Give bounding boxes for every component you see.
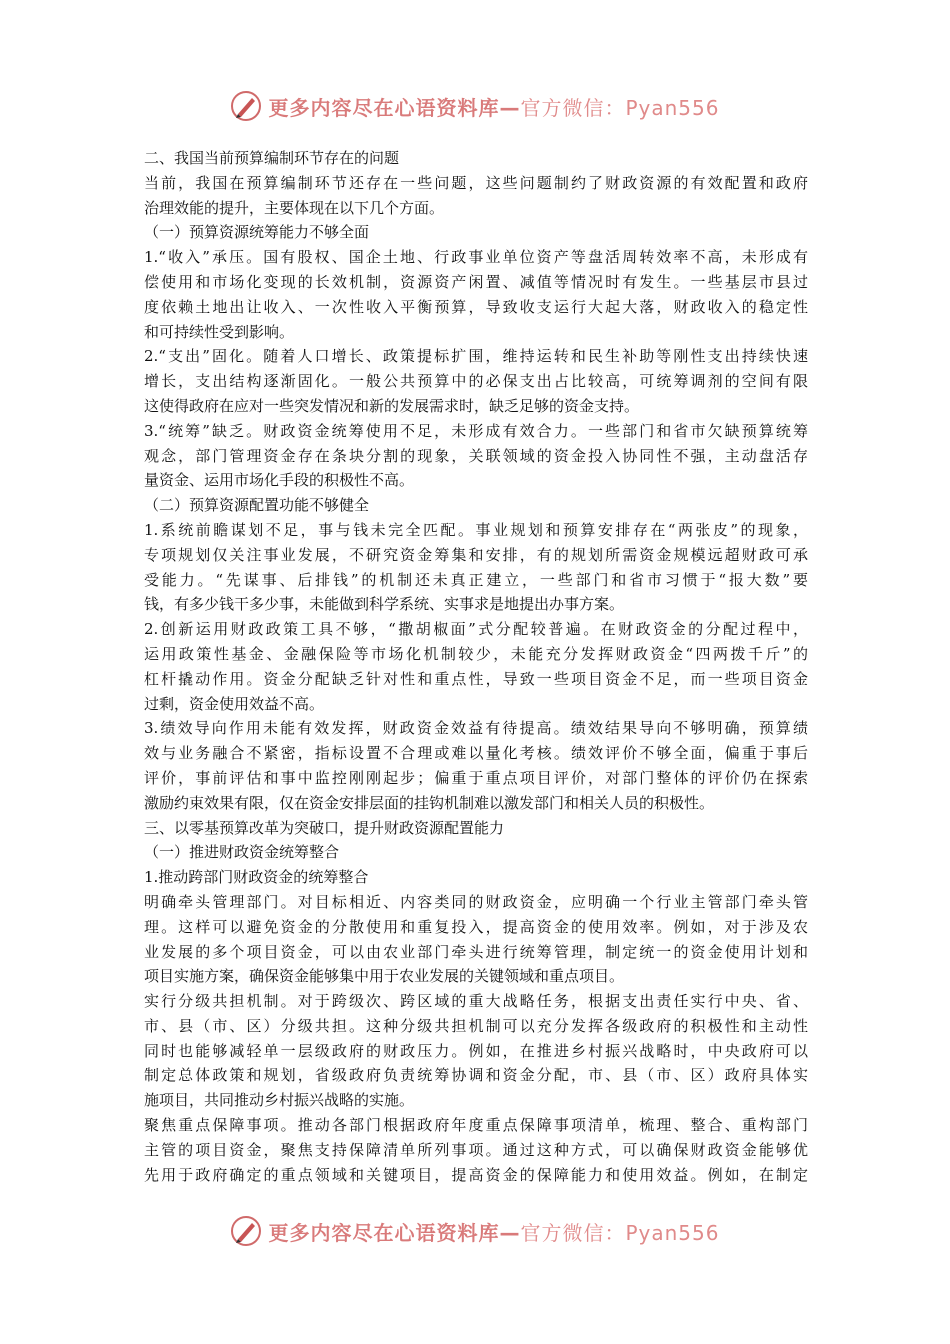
text-line: 先用于政府确定的重点领域和关键项目，提高资金的保障能力和使用效益。例如，在制定 [144, 1165, 808, 1184]
text-line: 市、县（市、区）分级共担。这种分级共担机制可以充分发挥各级政府的积极性和主动性 [144, 1016, 808, 1035]
text-line: 度依赖土地出让收入、一次性收入平衡预算，导致收支运行大起大落，财政收入的稳定性 [144, 297, 808, 316]
text-line: 效与业务融合不紧密，指标设置不合理或难以量化考核。绩效评价不够全面，偏重于事后 [144, 744, 808, 763]
text-line: 杠杆撬动作用。资金分配缺乏针对性和重点性，导致一些项目资金不足，而一些项目资金 [144, 669, 808, 688]
text-line: 实行分级共担机制。对于跨级次、跨区域的重大战略任务，根据支出责任实行中央、省、 [144, 992, 808, 1011]
text-line: 制定总体政策和规划，省级政府负责统筹协调和资金分配，市、县（市、区）政府具体实 [144, 1066, 808, 1085]
text-line: 同时也能够减轻单一层级政府的财政压力。例如，在推进乡村振兴战略时，中央政府可以 [144, 1041, 808, 1060]
text-line: 1.推动跨部门财政资金的统筹整合 [144, 868, 369, 887]
text-line: 量资金、运用市场化手段的积极性不高。 [144, 471, 415, 490]
text-line: 偿使用和市场化变现的长效机制，资源资产闲置、减值等情况时有发生。一些基层市县过 [144, 272, 808, 291]
text-line: 三、以零基预算改革为突破口，提升财政资源配置能力 [144, 818, 505, 837]
text-line: 明确牵头管理部门。对目标相近、内容类同的财政资金，应明确一个行业主管部门牵头管 [144, 892, 808, 911]
text-line: 这使得政府在应对一些突发情况和新的发展需求时，缺乏足够的资金支持。 [144, 396, 640, 415]
watermark-text: 更多内容尽在心语资料库—官方微信：Pyan556 [268, 1220, 720, 1245]
text-line: 专项规划仅关注事业发展，不研究资金筹集和安排，有的规划所需资金规模远超财政可承 [144, 545, 808, 564]
text-line: （一）预算资源统筹能力不够全面 [144, 223, 370, 242]
pen-logo-icon [230, 1215, 262, 1247]
text-line: 3.绩效导向作用未能有效发挥，财政资金效益有待提高。绩效结果导向不够明确，预算绩 [144, 719, 808, 738]
text-line: 主管的项目资金，聚焦支持保障清单所列事项。通过这种方式，可以确保财政资金能够优 [144, 1140, 808, 1159]
text-line: 观念，部门管理资金存在条块分割的现象，关联领域的资金投入协同性不强，主动盘活存 [144, 446, 808, 465]
text-line: 2.创新运用财政政策工具不够，“撒胡椒面”式分配较普遍。在财政资金的分配过程中， [144, 620, 808, 639]
text-line: 运用政策性基金、金融保险等市场化机制较少，未能充分发挥财政资金“四两拨千斤”的 [144, 644, 808, 663]
text-line: 项目实施方案，确保资金能够集中用于农业发展的关键领域和重点项目。 [144, 967, 625, 986]
watermark-text: 更多内容尽在心语资料库—官方微信：Pyan556 [268, 95, 720, 120]
text-line: 二、我国当前预算编制环节存在的问题 [144, 149, 400, 167]
text-line: 和可持续性受到影响。 [144, 322, 295, 341]
text-line: 施项目，共同推动乡村振兴战略的实施。 [144, 1091, 415, 1110]
header-watermark-banner [0, 82, 950, 130]
text-line: 业发展的多个项目资金，可以由农业部门牵头进行统筹管理，制定统一的资金使用计划和 [144, 942, 808, 961]
text-line: 理。这样可以避免资金的分散使用和重复投入，提高资金的使用效率。例如，对于涉及农 [144, 917, 808, 936]
text-line: 2.“支出”固化。随着人口增长、政策提标扩围，维持运转和民生补助等刚性支出持续快速 [144, 347, 808, 366]
text-line: 3.“统筹”缺乏。财政资金统筹使用不足，未形成有效合力。一些部门和省市欠缺预算统筹 [144, 421, 808, 440]
text-line: 激励约束效果有限，仅在资金安排层面的挂钩机制难以激发部门和相关人员的积极性。 [144, 793, 715, 812]
text-line: 受能力。“先谋事、后排钱”的机制还未真正建立，一些部门和省市习惯于“报大数”要 [144, 570, 808, 589]
text-line: 过剩，资金使用效益不高。 [144, 694, 325, 713]
text-line: 钱，有多少钱干多少事，未能做到科学系统、实事求是地提出办事方案。 [144, 595, 625, 614]
footer-watermark-banner [0, 1207, 950, 1255]
text-line: 评价，事前评估和事中监控刚刚起步；偏重于重点项目评价，对部门整体的评价仍在探索 [144, 768, 808, 787]
text-line: 增长，支出结构逐渐固化。一般公共预算中的必保支出占比较高，可统筹调剂的空间有限 [144, 372, 808, 391]
text-line: 聚焦重点保障事项。推动各部门根据政府年度重点保障事项清单，梳理、整合、重构部门 [144, 1116, 808, 1135]
text-line: 1.系统前瞻谋划不足，事与钱未完全匹配。事业规划和预算安排存在“两张皮”的现象， [144, 520, 808, 539]
pen-logo-icon [230, 90, 262, 122]
text-line: 1.“收入”承压。国有股权、国企土地、行政事业单位资产等盘活周转效率不高，未形成有 [144, 248, 808, 267]
text-line: （一）推进财政资金统筹整合 [144, 843, 340, 862]
text-line: 当前，我国在预算编制环节还存在一些问题，这些问题制约了财政资源的有效配置和政府 [144, 173, 808, 192]
text-line: 治理效能的提升，主要体现在以下几个方面。 [144, 198, 445, 217]
document-body [144, 146, 808, 1187]
text-line: （二）预算资源配置功能不够健全 [144, 496, 370, 515]
